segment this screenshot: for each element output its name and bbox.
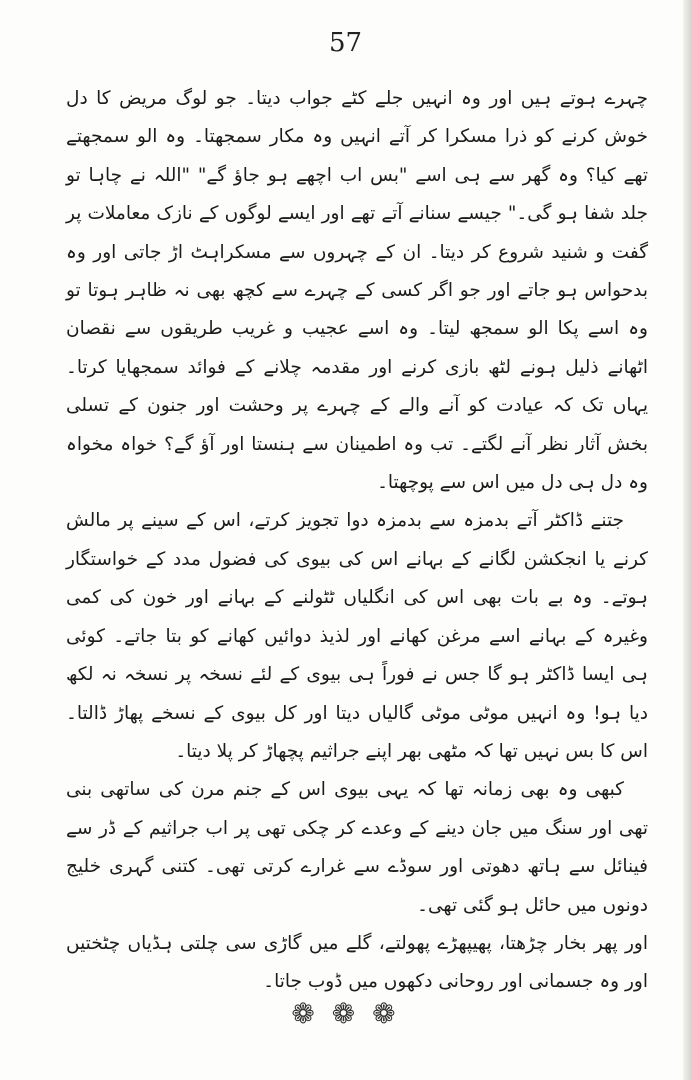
page-number: 57 <box>328 28 363 58</box>
flower-ornament-icon: ❁ <box>331 997 360 1030</box>
body-text <box>66 80 648 1002</box>
paragraph-4: اور پھر بخار چڑھتا، پھیپھڑے پھولتے، گلے میں گاڑی سی چلتی ہڈیاں چٹختیں اور وہ جسمانی اور روحانی دکھوں میں ڈوب جاتا۔ <box>66 932 648 993</box>
flower-ornament-icon: ❁ <box>372 997 400 1030</box>
section-ornament <box>0 997 691 1030</box>
flower-ornament-icon: ❁ <box>291 997 319 1030</box>
paragraph-1: چہرے ہوتے ہیں اور وہ انہیں جلے کٹے جواب دیتا۔ جو لوگ مریض کا دل خوش کرنے کو ذرا مسکرا کر آتے انہیں وہ مکار سمجھتا۔ وہ الو سمجھتے تھے کیا؟ وہ گھر سے ہی اسے "بس اب اچھے ہو جاؤ گے" "اللہ نے چاہا تو جلد شفا ہو گی۔" جیسے سنانے آتے تھے اور ایسے لوگوں کے نازک معاملات پر گفت و شنید شروع کر دیتا۔ ان کے چہروں سے مسکراہٹ اڑ جاتی اور وہ بدحواس ہو جاتے اور جو اگر کسی کے چہرے سے کچھ بھی نہ ظاہر ہوتا تو وہ اسے پکا الو سمجھ لیتا۔ وہ اسے عجیب و غریب طریقوں سے نقصان اٹھانے ذلیل ہونے لٹھ بازی کرنے اور مقدمہ چلانے کے فوائد سمجھایا کرتا۔ یہاں تک کہ عیادت کو آنے والے کے چہرے پر وحشت اور جنون کے تسلی بخش آثار نظر آنے لگتے۔ تب وہ اطمینان سے ہنستا اور آؤ گے؟ خواہ مخواہ وہ دل ہی دل میں اس سے پوچھتا۔ <box>66 88 648 494</box>
paragraph-3: کبھی وہ بھی زمانہ تھا کہ یہی بیوی اس کے جنم مرن کی ساتھی بنی تھی اور سنگ میں جان دینے کے وعدے کر چکی تھی پر اب جراثیم کے ڈر سے فینائل سے ہاتھ دھوتی اور سوڈے سے غرارے کرتی تھی۔ کتنی گہری خلیج دونوں میں حائل ہو گئی تھی۔ <box>66 779 648 916</box>
paragraph-2: جتنے ڈاکٹر آتے بدمزہ سے بدمزہ دوا تجویز کرتے، اس کے سینے پر مالش کرنے یا انجکشن لگانے کے بہانے اس کی بیوی کی فضول مدد کے خواستگار ہوتے۔ وہ بے بات بھی اس کی انگلیاں ٹٹولنے کے بہانے اور خون کی کمی وغیرہ کے بہانے اسے مرغن کھانے اور لذیذ دوائیں کھانے کو بتا جاتے۔ کوئی ہی ایسا ڈاکٹر ہو گا جس نے فوراً ہی بیوی کے لئے نسخہ پر نسخہ نہ لکھ دیا ہو! وہ انہیں موٹی موٹی گالیاں دیتا اور کل بیوی کے نسخے پھاڑ ڈالتا۔ اس کا بس نہیں تھا کہ مٹھی بھر اپنے جراثیم پچھاڑ کر پلا دیتا۔ <box>66 510 648 762</box>
page-edge-shadow <box>683 0 691 1080</box>
